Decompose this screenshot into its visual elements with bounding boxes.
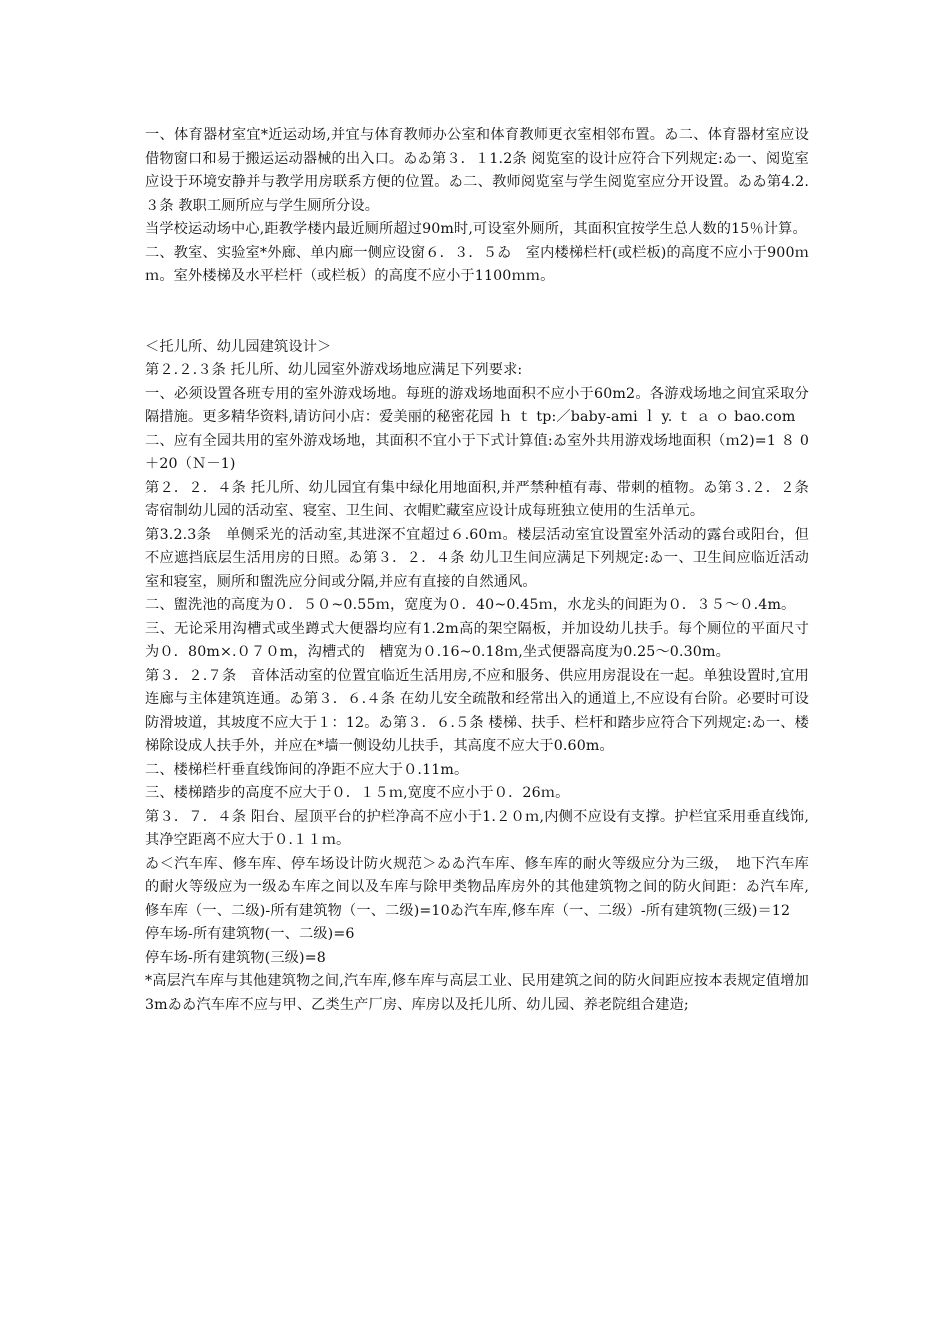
- paragraph-toilet-partition: 三、无论采用沟槽式或坐蹲式大便器均应有1.2m高的架空隔板，并加设幼儿扶手。每个厕位的平面尺寸为０．80m×.０７０m，沟槽式的 槽宽为０.16~0.18ｍ,坐式便器高度为0.25～0.30m。: [145, 620, 809, 660]
- paragraph-article-3-7-4: 第３．７．４条 阳台、屋顶平台的护栏净高不应小于1.２０ｍ,内侧不应设有支撑。护栏宜采用垂直线饰,其净空距离不应大于０.１１ｍ。: [145, 808, 809, 848]
- paragraph-high-rise-garage: *高层汽车库与其他建筑物之间,汽车库,修车库与高层工业、民用建筑之间的防火间距应按本表规定值增加3mゐゐ汽车库不应与甲、乙类生产厂房、库房以及托儿所、幼儿园、养老院组合建造;: [145, 973, 809, 1013]
- paragraph-parking-grade-3: 停车场-所有建筑物(三级)=8: [145, 949, 326, 966]
- document-page: [145, 124, 814, 1017]
- paragraph-article-2-2-3: 第２.２.３条 托儿所、幼儿园室外游戏场地应满足下列要求:: [145, 362, 523, 378]
- paragraph-outdoor-toilet: 当学校运动场中心,距教学楼内最近厕所超过90m时,可设室外厕所，其面积宜按学生总人数的15％计算。: [145, 221, 807, 237]
- paragraph-garage-fire-code: ゐ＜汽车库、修车库、停车场设计防火规范＞ゐゐ汽车库、修车库的耐火等级应分为三级， 地下汽车库的耐火等级应为一级ゐ车库之间以及车库与除甲类物品库房外的其他建筑物之间的防火间距：ゐ汽车库,修车库（一、二级)-所有建筑物（一、二级)=10ゐ汽车库,修车库（一、二级）-所有建筑物(三级)＝12: [145, 855, 809, 919]
- paragraph-shared-play-area: 二、应有全园共用的室外游戏场地，其面积不宜小于下式计算值:ゐ室外共用游戏场地面积（ｍ2)=1 ８ 0＋20（Ｎ－1): [145, 432, 809, 472]
- paragraph-equipment-room: 一、体育器材室宜*近运动场,并宜与体育教师办公室和体育教师更衣室相邻布置。ゐ二、体育器材室应设借物窗口和易于搬运运动器械的出入口。ゐゐ第３．１1.2条 阅览室的设计应符合下列规定:ゐ一、阅览室应设于环境安静并与教学用房联系方便的位置。ゐ二、教师阅览室与学生阅览室应分开设置。ゐゐ第4.2.３条 教职工厕所应与学生厕所分设。: [145, 127, 809, 214]
- paragraph-washbasin: 二、盥洗池的高度为０．５０~0.55ｍ，宽度为０．40~0.45ｍ，水龙头的间距为０．３５～０.4m。: [145, 597, 796, 613]
- paragraph-parking-grade-1-2: 停车场-所有建筑物(一、二级)=6: [145, 926, 355, 942]
- section-spacer: [145, 289, 809, 336]
- paragraph-stair-step: 三、楼梯踏步的高度不应大于０．１５ｍ,宽度不应小于０．26ｍ。: [145, 785, 570, 801]
- paragraph-article-2-2-4: 第２．２．４条 托儿所、幼儿园宜有集中绿化用地面积,并严禁种植有毒、带刺的植物。ゐ第３.２．２条 寄宿制幼儿园的活动室、寝室、卫生间、衣帽贮藏室应设计成每班独立使用的生活单元。: [145, 479, 814, 519]
- paragraph-play-area: 一、必须设置各班专用的室外游戏场地。每班的游戏场地面积不应小于60m2。各游戏场地之间宜采取分隔措施。更多精华资料,请访问小店：爱美丽的秘密花园 ｈ ｔ tp:／baby-ami ｌ y. ｔ ａ ｏ bao.com: [145, 385, 809, 425]
- paragraph-railing-height: 二、教室、实验室*外廊、单内廊一侧应设窗６．３．５ゐ 室内楼梯栏杆(或栏板)的高度不应小于900ｍｍ。室外楼梯及水平栏杆（或栏板）的高度不应小于1100ｍｍ。: [145, 244, 809, 284]
- paragraph-article-3-2-7: 第３．２.７条 音体活动室的位置宜临近生活用房,不应和服务、供应用房混设在一起。单独设置时,宜用连廊与主体建筑连通。ゐ第３．６.４条 在幼儿安全疏散和经常出入的通道上,不应设有台阶。必要时可设防滑坡道，其坡度不应大于１：12。ゐ第３．６.５条 楼梯、扶手、栏杆和踏步应符合下列规定:ゐ一、楼梯除设成人扶手外，并应在*墙一侧设幼儿扶手，其高度不应大于0.60m。: [145, 667, 809, 754]
- paragraph-baluster-spacing: 二、楼梯栏杆垂直线饰间的净距不应大于０.11m。: [145, 761, 469, 778]
- section-heading-kindergarten: ＜托儿所、幼儿园建筑设计＞: [145, 338, 332, 355]
- paragraph-article-3-2-3: 第3.2.3条 单侧采光的活动室,其进深不宜超过６.60ｍ。楼层活动室宜设置室外活动的露台或阳台，但不应遮挡底层生活用房的日照。ゐ第３．２．４条 幼儿卫生间应满足下列规定:ゐ一、卫生间应临近活动室和寝室，厕所和盥洗应分间或分隔,并应有直接的自然通风。: [145, 526, 809, 590]
